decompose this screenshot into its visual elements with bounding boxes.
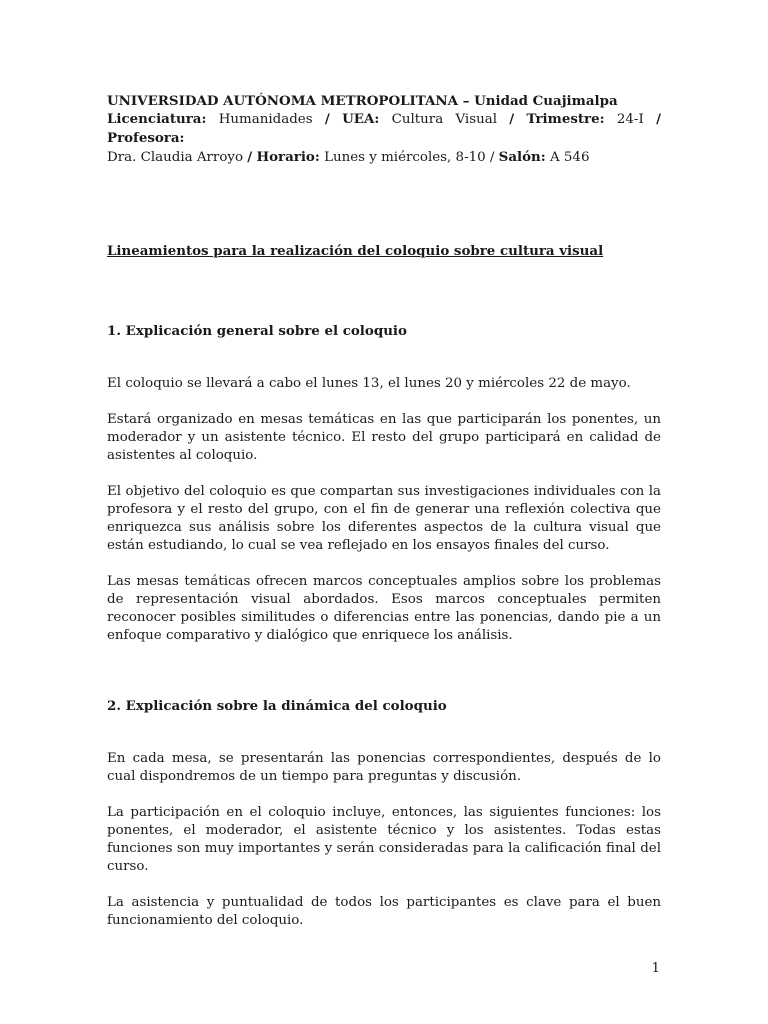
section-1-paragraph: El objetivo del coloquio es que compartan sus investigaciones individuales con la profesora y el resto del grupo, con el fin de generar una reflexión colectiva que enriquezca sus análisis sobre los diferentes aspectos de la cultura visual que están estudiando, lo cual se vea reflejado en los ensayos finales del curso. bbox=[107, 484, 661, 553]
salon-label: Salón: bbox=[498, 149, 546, 165]
section-1-paragraph: Estará organizado en mesas temáticas en las que participarán los ponentes, un moderador y un asistente técnico. El resto del grupo participará en calidad de asistentes al coloquio. bbox=[107, 412, 661, 463]
section-1-heading: 1. Explicación general sobre el coloquio bbox=[107, 323, 407, 339]
profesora-label: Profesora: bbox=[107, 130, 185, 146]
document-title: Lineamientos para la realización del coloquio sobre cultura visual bbox=[107, 243, 604, 259]
section-2-heading: 2. Explicación sobre la dinámica del coloquio bbox=[107, 698, 447, 714]
course-info-line-2: Dra. Claudia Arroyo / Horario: Lunes y miércoles, 8-10 / Salón: A 546 bbox=[107, 149, 590, 165]
university-name: UNIVERSIDAD AUTÓNOMA METROPOLITANA bbox=[107, 93, 459, 109]
course-header bbox=[107, 92, 661, 167]
document-page bbox=[107, 92, 661, 930]
unit-name: Unidad Cuajimalpa bbox=[474, 93, 618, 109]
section-1-paragraph: Las mesas temáticas ofrecen marcos conceptuales amplios sobre los problemas de representación visual abordados. Esos marcos conceptuales permiten reconocer posibles similitudes o diferencias entre las ponencias, dando pie a un enfoque comparativo y dialógico que enriquece los análisis. bbox=[107, 574, 661, 643]
uea-value: Cultura Visual bbox=[391, 112, 497, 127]
section-2-paragraph: En cada mesa, se presentarán las ponencias correspondientes, después de lo cual dispondremos de un tiempo para preguntas y discusión. bbox=[107, 751, 661, 784]
course-info-line-1: Licenciatura: Humanidades / UEA: Cultura Visual / Trimestre: 24-I / Profesora: bbox=[107, 111, 661, 146]
section-1-paragraph: El coloquio se llevará a cabo el lunes 13, el lunes 20 y miércoles 22 de mayo. bbox=[107, 376, 631, 391]
profesora-value: Dra. Claudia Arroyo bbox=[107, 150, 244, 165]
section-2-paragraph: La participación en el coloquio incluye, entonces, las siguientes funciones: los ponentes, el moderador, el asistente técnico y los asistentes. Todas estas funciones son muy importantes y serán consideradas para la calificación final del curso. bbox=[107, 805, 661, 874]
uea-label: UEA: bbox=[342, 111, 380, 127]
section-2-paragraph: La asistencia y puntualidad de todos los participantes es clave para el buen funcionamiento del coloquio. bbox=[107, 895, 661, 928]
page-number: 1 bbox=[651, 961, 660, 976]
licenciatura-label: Licenciatura: bbox=[107, 111, 207, 127]
salon-value: A 546 bbox=[549, 150, 590, 165]
trimestre-value: 24-I bbox=[616, 112, 644, 127]
trimestre-label: Trimestre: bbox=[526, 111, 605, 127]
horario-label: Horario: bbox=[256, 149, 320, 165]
university-line: UNIVERSIDAD AUTÓNOMA METROPOLITANA – Unidad Cuajimalpa bbox=[107, 93, 618, 109]
licenciatura-value: Humanidades bbox=[218, 112, 313, 127]
horario-value: Lunes y miércoles, 8-10 bbox=[324, 150, 486, 165]
